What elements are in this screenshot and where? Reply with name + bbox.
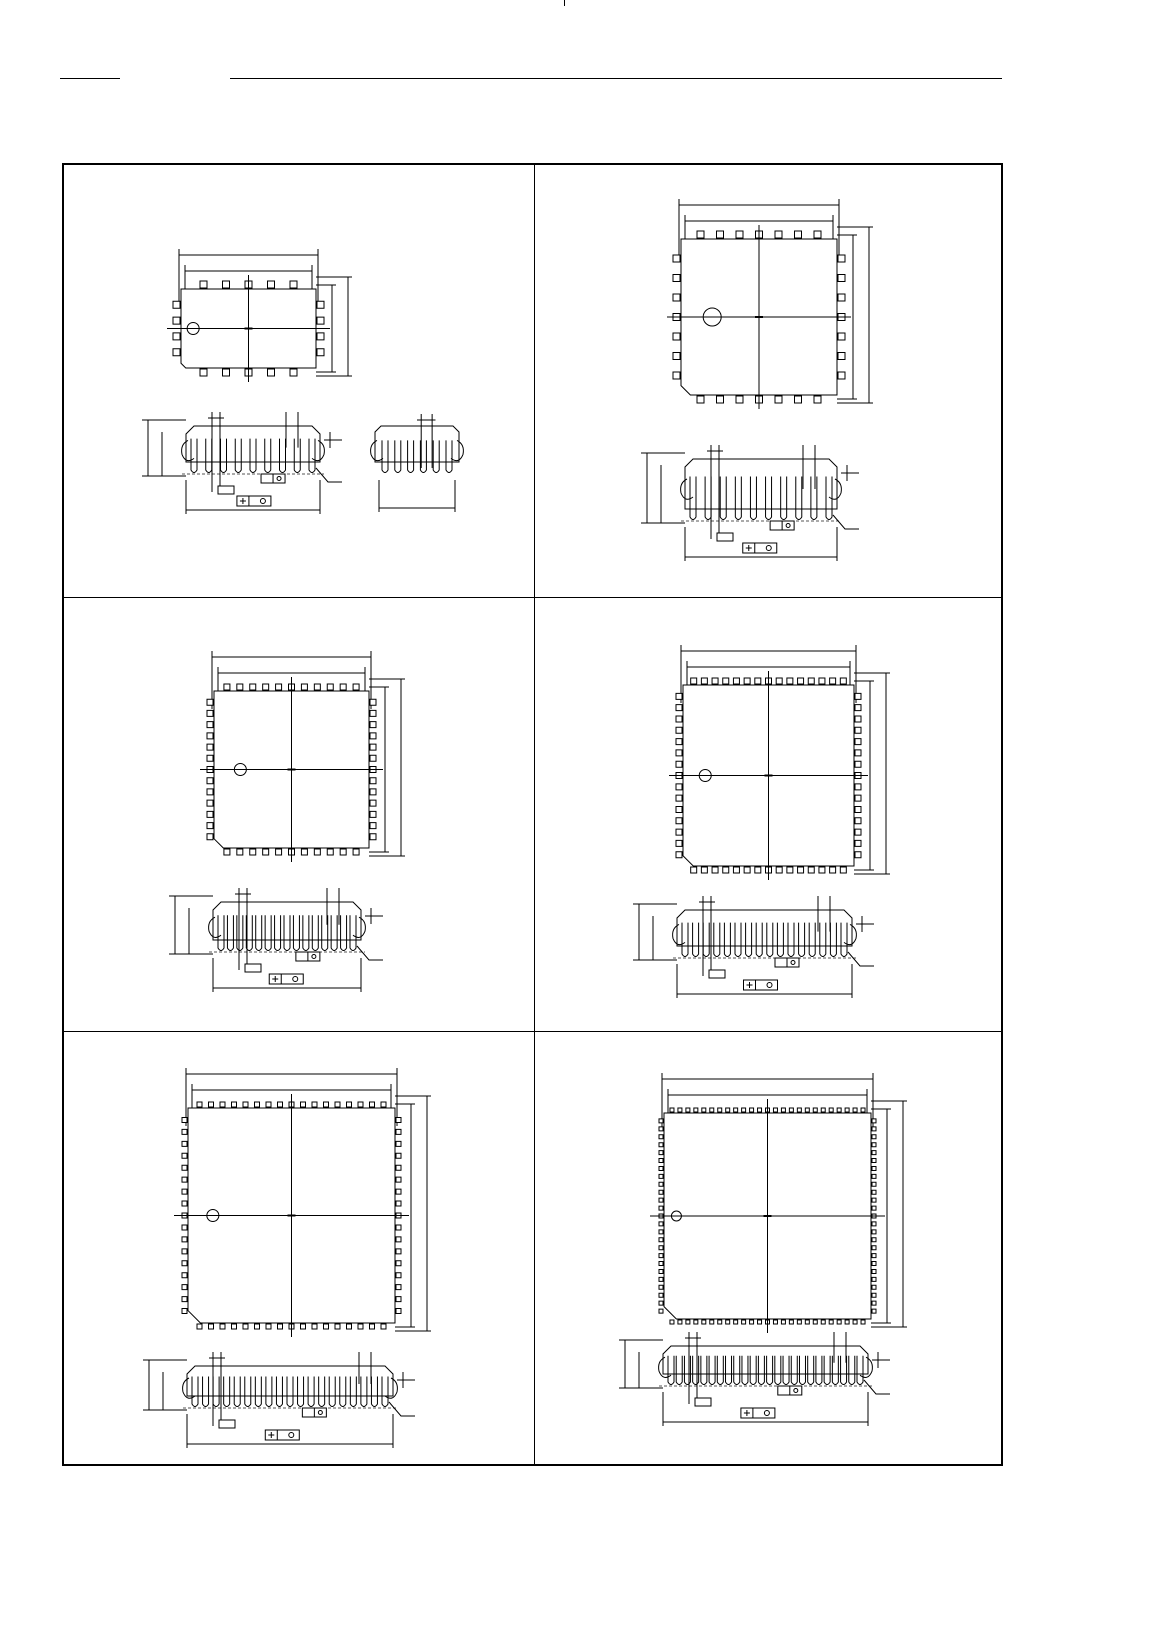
lead-pad-left bbox=[659, 1119, 663, 1123]
lead-pad-bottom bbox=[734, 1320, 738, 1324]
lead-pad-right bbox=[872, 1127, 876, 1131]
lead-pad-right bbox=[872, 1301, 876, 1305]
lead-pad-top bbox=[718, 1108, 722, 1112]
lead-pad-bottom bbox=[702, 1320, 706, 1324]
lead-pad-top bbox=[678, 1108, 682, 1112]
lead-pad-top bbox=[670, 1108, 674, 1112]
lead-pad-right bbox=[872, 1174, 876, 1178]
lead-pad-bottom bbox=[726, 1320, 730, 1324]
tolerance-frame-1 bbox=[695, 1398, 711, 1406]
lead-pad-bottom bbox=[678, 1320, 682, 1324]
lead-pad-top bbox=[773, 1108, 777, 1112]
lead-pad-left bbox=[659, 1135, 663, 1139]
lead-pad-left bbox=[659, 1174, 663, 1178]
lead-pad-left bbox=[659, 1301, 663, 1305]
lead-pad-bottom bbox=[853, 1320, 857, 1324]
lead-pad-right bbox=[872, 1262, 876, 1266]
lead-pad-top bbox=[750, 1108, 754, 1112]
lead-pad-left bbox=[659, 1277, 663, 1281]
lead-pad-top bbox=[861, 1108, 865, 1112]
lead-pad-bottom bbox=[797, 1320, 801, 1324]
lead-pad-top bbox=[758, 1108, 762, 1112]
lead-pad-top bbox=[853, 1108, 857, 1112]
lead-pad-right bbox=[872, 1143, 876, 1147]
lead-pad-left bbox=[659, 1143, 663, 1147]
lead-pad-right bbox=[872, 1285, 876, 1289]
lead-pad-left bbox=[659, 1293, 663, 1297]
lead-pad-bottom bbox=[821, 1320, 825, 1324]
lead-pad-bottom bbox=[773, 1320, 777, 1324]
lead-pad-top bbox=[821, 1108, 825, 1112]
lead-pad-left bbox=[659, 1254, 663, 1258]
lead-pad-top bbox=[742, 1108, 746, 1112]
lead-pad-top bbox=[789, 1108, 793, 1112]
lead-pad-bottom bbox=[758, 1320, 762, 1324]
lead-pad-bottom bbox=[670, 1320, 674, 1324]
lead-pad-top bbox=[694, 1108, 698, 1112]
lead-pad-top bbox=[845, 1108, 849, 1112]
lead-pad-left bbox=[659, 1190, 663, 1194]
lead-pad-bottom bbox=[694, 1320, 698, 1324]
lead-pad-bottom bbox=[789, 1320, 793, 1324]
lead-pad-right bbox=[872, 1277, 876, 1281]
lead-pad-right bbox=[872, 1166, 876, 1170]
leader-line bbox=[864, 1380, 890, 1394]
lead-pad-right bbox=[872, 1206, 876, 1210]
lead-pad-top bbox=[734, 1108, 738, 1112]
lead-pad-left bbox=[659, 1198, 663, 1202]
lead-pad-top bbox=[781, 1108, 785, 1112]
lead-pad-top bbox=[805, 1108, 809, 1112]
lead-pad-left bbox=[659, 1182, 663, 1186]
lead-pad-bottom bbox=[781, 1320, 785, 1324]
lead-pad-bottom bbox=[837, 1320, 841, 1324]
lead-pad-right bbox=[872, 1151, 876, 1155]
lead-pad-left bbox=[659, 1151, 663, 1155]
lead-pad-right bbox=[872, 1198, 876, 1202]
lead-pad-right bbox=[872, 1269, 876, 1273]
lead-pad-left bbox=[659, 1285, 663, 1289]
lead-pad-right bbox=[872, 1230, 876, 1234]
lead-pad-right bbox=[872, 1309, 876, 1313]
lead-pad-bottom bbox=[718, 1320, 722, 1324]
lead-pad-bottom bbox=[845, 1320, 849, 1324]
lead-pad-left bbox=[659, 1166, 663, 1170]
lead-pad-right bbox=[872, 1182, 876, 1186]
lead-pad-top bbox=[686, 1108, 690, 1112]
lead-pad-right bbox=[872, 1246, 876, 1250]
lead-pad-left bbox=[659, 1238, 663, 1242]
lead-pad-bottom bbox=[750, 1320, 754, 1324]
lead-pad-top bbox=[710, 1108, 714, 1112]
lead-pad-bottom bbox=[686, 1320, 690, 1324]
lead-pad-bottom bbox=[829, 1320, 833, 1324]
lead-pad-right bbox=[872, 1190, 876, 1194]
lead-pad-right bbox=[872, 1119, 876, 1123]
lead-pad-left bbox=[659, 1262, 663, 1266]
lead-pad-top bbox=[726, 1108, 730, 1112]
side-view-body bbox=[663, 1346, 868, 1374]
lead-pad-right bbox=[872, 1222, 876, 1226]
lead-pad-right bbox=[872, 1135, 876, 1139]
lead-pad-right bbox=[872, 1238, 876, 1242]
lead-pad-top bbox=[797, 1108, 801, 1112]
lead-pad-top bbox=[702, 1108, 706, 1112]
lead-pad-left bbox=[659, 1246, 663, 1250]
lead-pad-bottom bbox=[861, 1320, 865, 1324]
lead-pad-bottom bbox=[805, 1320, 809, 1324]
lead-pad-top bbox=[813, 1108, 817, 1112]
lead-pad-left bbox=[659, 1159, 663, 1163]
lead-pad-bottom bbox=[710, 1320, 714, 1324]
lead-pad-right bbox=[872, 1254, 876, 1258]
lead-pad-right bbox=[872, 1293, 876, 1297]
lead-pad-left bbox=[659, 1309, 663, 1313]
lead-pad-left bbox=[659, 1206, 663, 1210]
lead-pad-top bbox=[837, 1108, 841, 1112]
lead-pad-left bbox=[659, 1127, 663, 1131]
lead-pad-left bbox=[659, 1230, 663, 1234]
lead-pad-bottom bbox=[813, 1320, 817, 1324]
lead-pad-left bbox=[659, 1222, 663, 1226]
lead-pad-right bbox=[872, 1159, 876, 1163]
lead-pad-left bbox=[659, 1269, 663, 1273]
lead-pad-top bbox=[829, 1108, 833, 1112]
lead-pad-bottom bbox=[742, 1320, 746, 1324]
